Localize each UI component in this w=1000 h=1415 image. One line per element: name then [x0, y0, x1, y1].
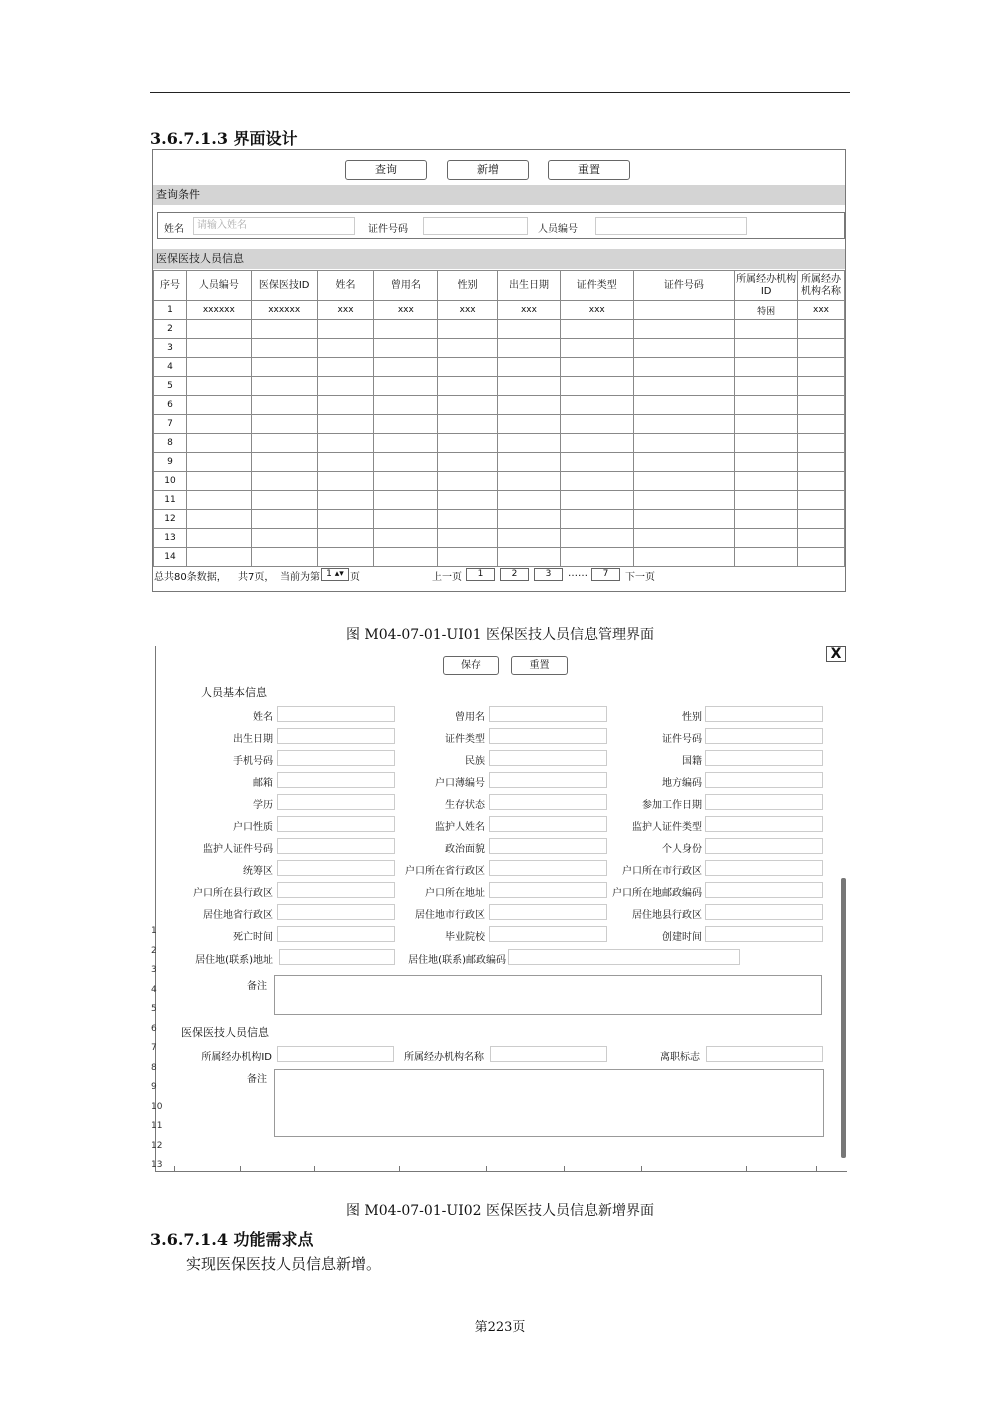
background-row-number: 13	[151, 1160, 163, 1170]
table-cell	[186, 320, 251, 339]
page-2-button[interactable]: 2	[500, 568, 529, 581]
table-cell	[186, 529, 251, 548]
current-page-select[interactable]: 1 ▴▾	[321, 568, 349, 581]
table-cell	[560, 491, 633, 510]
table-cell	[498, 415, 561, 434]
column-header: 出生日期	[498, 271, 561, 301]
table-cell: xxx	[798, 301, 845, 320]
section-heading-func: 3.6.7.1.4 功能需求点	[150, 1230, 314, 1249]
table-cell	[498, 358, 561, 377]
pagination	[153, 565, 845, 585]
column-header: 证件类型	[560, 271, 633, 301]
remark2-textarea[interactable]	[274, 1069, 824, 1137]
table-cell	[251, 472, 317, 491]
table-cell	[798, 377, 845, 396]
table-cell	[251, 320, 317, 339]
table-row[interactable]	[154, 529, 845, 548]
table-cell	[560, 529, 633, 548]
table-cell: 14	[154, 548, 187, 567]
page-number: 第223页	[474, 1320, 526, 1335]
table-cell	[438, 358, 498, 377]
table-cell: xxx	[438, 301, 498, 320]
field-label: 监护人证件号码	[203, 844, 273, 855]
field-label: 统筹区	[243, 866, 273, 877]
current-page-label: 当前为第	[280, 572, 320, 583]
table-cell	[317, 472, 374, 491]
id-number-label: 证件号码	[368, 224, 408, 235]
next-page-link[interactable]: 下一页	[625, 572, 655, 583]
table-cell	[798, 510, 845, 529]
table-cell	[735, 491, 798, 510]
table-cell	[251, 434, 317, 453]
table-cell	[317, 396, 374, 415]
staff-number-label: 人员编号	[538, 224, 578, 235]
table-cell	[498, 339, 561, 358]
table-cell	[798, 472, 845, 491]
table-cell: 10	[154, 472, 187, 491]
table-cell	[186, 491, 251, 510]
field-label: 民族	[465, 756, 485, 767]
table-cell	[186, 453, 251, 472]
query-conditions-bar: 查询条件	[153, 185, 845, 205]
background-row-number: 12	[151, 1140, 163, 1151]
table-cell	[560, 339, 633, 358]
table-cell	[798, 529, 845, 548]
field-input[interactable]	[705, 860, 823, 876]
save-button[interactable]: 保存	[443, 656, 499, 675]
field-label: 死亡时间	[233, 932, 273, 943]
table-cell	[633, 510, 735, 529]
table-cell	[317, 491, 374, 510]
field-label: 证件号码	[662, 734, 702, 745]
table-cell	[633, 548, 735, 567]
background-row-number: 4	[151, 984, 157, 995]
table-row[interactable]	[154, 415, 845, 434]
field-label: 户口所在市行政区	[622, 866, 702, 877]
table-cell	[498, 510, 561, 529]
table-cell	[798, 434, 845, 453]
leave-flag-input[interactable]	[706, 1046, 823, 1062]
caption-ui02: 图 M04-07-01-UI02 医保医技人员信息新增界面	[345, 1203, 654, 1219]
field-input[interactable]	[705, 750, 823, 766]
table-cell	[560, 358, 633, 377]
background-row-number: 8	[151, 1062, 157, 1073]
table-cell	[438, 415, 498, 434]
table-row[interactable]	[154, 453, 845, 472]
field-label: 邮箱	[253, 778, 273, 789]
table-cell	[438, 434, 498, 453]
table-cell	[374, 415, 438, 434]
field-input[interactable]	[705, 794, 823, 810]
table-cell: xxxxxx	[186, 301, 251, 320]
table-cell	[560, 434, 633, 453]
query-conditions-panel	[157, 212, 845, 239]
table-cell	[186, 434, 251, 453]
table-cell	[317, 529, 374, 548]
field-label: 证件类型	[445, 734, 485, 745]
field-label: 毕业院校	[445, 932, 485, 943]
background-row-number: 9	[151, 1082, 157, 1092]
background-row-number: 6	[151, 1023, 157, 1034]
table-cell	[186, 377, 251, 396]
table-cell: 8	[154, 434, 187, 453]
table-cell: 6	[154, 396, 187, 415]
table-cell	[317, 377, 374, 396]
table-cell	[438, 377, 498, 396]
table-cell	[438, 396, 498, 415]
field-label: 性别	[682, 712, 702, 723]
table-cell	[560, 453, 633, 472]
table-cell	[374, 377, 438, 396]
table-cell	[374, 358, 438, 377]
table-row[interactable]	[154, 358, 845, 377]
table-cell	[735, 377, 798, 396]
name-label: 姓名	[164, 224, 184, 235]
background-row-number: 10	[151, 1101, 163, 1112]
table-cell	[560, 377, 633, 396]
remark2-label: 备注	[247, 1074, 267, 1085]
header-rule	[150, 92, 850, 93]
table-cell	[317, 510, 374, 529]
field-input[interactable]	[705, 816, 823, 832]
page-1-button[interactable]: 1	[466, 568, 495, 581]
table-cell	[735, 358, 798, 377]
total-pages: 共7页，	[238, 572, 275, 583]
table-cell	[798, 415, 845, 434]
table-cell	[633, 453, 735, 472]
table-cell	[374, 529, 438, 548]
table-cell	[251, 358, 317, 377]
field-label: 政治面貌	[445, 844, 485, 855]
table-cell	[633, 491, 735, 510]
table-cell	[633, 377, 735, 396]
close-icon[interactable]: X	[826, 646, 846, 662]
column-header: 医保医技ID	[251, 271, 317, 301]
table-cell	[186, 339, 251, 358]
background-row-number: 1	[151, 926, 157, 936]
staff-add-screen	[151, 646, 847, 1172]
table-cell	[251, 453, 317, 472]
field-label: 户口所在省行政区	[405, 866, 485, 877]
table-cell: xxx	[498, 301, 561, 320]
table-cell	[186, 396, 251, 415]
table-cell	[633, 396, 735, 415]
table-cell	[633, 529, 735, 548]
field-input[interactable]	[705, 904, 823, 920]
field-label: 户口所在地址	[425, 888, 485, 899]
table-cell	[251, 339, 317, 358]
column-header: 性别	[438, 271, 498, 301]
page-3-button[interactable]: 3	[534, 568, 563, 581]
staff-number-input[interactable]	[595, 217, 747, 235]
column-header: 所属经办机构ID	[735, 271, 798, 301]
staff-table	[153, 270, 845, 567]
table-cell	[498, 491, 561, 510]
table-cell	[633, 472, 735, 491]
table-cell: 9	[154, 453, 187, 472]
current-page-value: 1	[326, 569, 332, 579]
table-cell: xxx	[560, 301, 633, 320]
field-label: 地方编码	[662, 778, 702, 789]
column-header: 所属经办机构名称	[798, 271, 845, 301]
table-cell: 12	[154, 510, 187, 529]
table-row[interactable]	[154, 491, 845, 510]
table-row[interactable]	[154, 301, 845, 320]
residence-zip-label: 居住地(联系)邮政编码	[408, 955, 506, 966]
name-input[interactable]: 请输入姓名	[193, 217, 355, 235]
field-label: 户口薄编号	[435, 778, 485, 789]
field-input[interactable]	[705, 706, 823, 722]
table-cell	[317, 453, 374, 472]
table-cell	[560, 472, 633, 491]
table-cell	[498, 529, 561, 548]
staff-management-screen	[152, 149, 846, 592]
table-cell: 7	[154, 415, 187, 434]
background-row-number: 5	[151, 1004, 157, 1014]
table-cell: 2	[154, 320, 187, 339]
table-cell	[317, 548, 374, 567]
table-row[interactable]	[154, 434, 845, 453]
field-label: 个人身份	[662, 844, 702, 855]
field-input[interactable]	[705, 838, 823, 854]
table-cell	[735, 453, 798, 472]
table-cell	[438, 491, 498, 510]
table-cell	[798, 339, 845, 358]
table-cell	[438, 510, 498, 529]
table-row[interactable]	[154, 320, 845, 339]
field-label: 居住地省行政区	[203, 910, 273, 921]
table-cell	[374, 453, 438, 472]
residence-zip-input[interactable]	[508, 949, 740, 965]
reset-button[interactable]: 重置	[511, 656, 568, 675]
background-row-number: 7	[151, 1043, 157, 1053]
field-label: 户口所在地邮政编码	[612, 888, 702, 899]
table-cell	[374, 396, 438, 415]
prev-page-link[interactable]: 上一页	[432, 572, 462, 583]
table-cell	[633, 301, 735, 320]
table-cell	[560, 320, 633, 339]
table-row[interactable]	[154, 510, 845, 529]
table-cell	[560, 548, 633, 567]
table-cell: 5	[154, 377, 187, 396]
table-cell: 3	[154, 339, 187, 358]
table-cell	[735, 472, 798, 491]
table-cell: xxx	[374, 301, 438, 320]
table-cell: 11	[154, 491, 187, 510]
table-cell	[251, 510, 317, 529]
table-cell	[438, 548, 498, 567]
column-header: 曾用名	[374, 271, 438, 301]
background-row-number: 2	[151, 945, 157, 956]
field-label: 曾用名	[455, 712, 485, 723]
staff-info-section-title: 医保医技人员信息	[181, 1026, 269, 1039]
page-suffix: 页	[350, 572, 360, 583]
table-row[interactable]	[154, 472, 845, 491]
table-cell	[633, 434, 735, 453]
table-row[interactable]	[154, 377, 845, 396]
table-cell	[251, 415, 317, 434]
table-cell: 1	[154, 301, 187, 320]
table-cell	[633, 339, 735, 358]
table-cell	[498, 434, 561, 453]
table-cell	[186, 472, 251, 491]
field-label: 户口所在县行政区	[193, 888, 273, 899]
column-header: 证件号码	[633, 271, 735, 301]
field-input[interactable]	[705, 882, 823, 898]
total-count: 总共80条数据，	[154, 572, 227, 583]
table-cell: 特困	[735, 301, 798, 320]
table-cell	[317, 434, 374, 453]
table-cell	[798, 320, 845, 339]
table-cell	[798, 453, 845, 472]
table-cell	[798, 396, 845, 415]
table-cell	[735, 396, 798, 415]
table-cell	[633, 415, 735, 434]
table-cell	[735, 548, 798, 567]
table-cell	[735, 339, 798, 358]
field-input[interactable]	[705, 926, 823, 942]
table-cell	[735, 510, 798, 529]
field-label: 参加工作日期	[642, 800, 702, 811]
add-button[interactable]: 新增	[447, 160, 529, 180]
table-cell	[317, 339, 374, 358]
table-cell	[633, 320, 735, 339]
table-cell	[374, 320, 438, 339]
table-cell	[438, 453, 498, 472]
field-label: 居住地县行政区	[632, 910, 702, 921]
field-label: 居住地市行政区	[415, 910, 485, 921]
field-input[interactable]	[705, 772, 823, 788]
field-label: 手机号码	[233, 756, 273, 767]
field-label: 出生日期	[233, 734, 273, 745]
background-row-number: 3	[151, 965, 157, 975]
column-header: 人员编号	[186, 271, 251, 301]
reset-button[interactable]: 重置	[548, 160, 630, 180]
table-cell	[498, 472, 561, 491]
table-cell	[735, 415, 798, 434]
table-cell	[251, 548, 317, 567]
table-cell	[374, 472, 438, 491]
table-cell	[560, 510, 633, 529]
table-cell	[498, 320, 561, 339]
table-row[interactable]	[154, 339, 845, 358]
table-cell	[438, 339, 498, 358]
table-cell: xxxxxx	[251, 301, 317, 320]
table-cell	[498, 548, 561, 567]
background-row-number: 11	[151, 1121, 163, 1131]
staff-info-bar: 医保医技人员信息	[153, 249, 845, 269]
table-cell	[438, 472, 498, 491]
column-header: 序号	[154, 271, 187, 301]
table-cell	[498, 396, 561, 415]
table-cell	[438, 320, 498, 339]
id-number-input[interactable]	[423, 217, 528, 235]
table-row[interactable]	[154, 396, 845, 415]
basic-info-section-title: 人员基本信息	[201, 686, 267, 699]
remark-textarea[interactable]	[274, 975, 822, 1015]
table-cell	[498, 453, 561, 472]
pager-ellipsis: ……	[568, 568, 588, 579]
table-cell	[374, 548, 438, 567]
table-cell	[374, 434, 438, 453]
table-cell	[317, 415, 374, 434]
function-description: 实现医保医技人员信息新增。	[186, 1255, 382, 1273]
table-cell	[798, 548, 845, 567]
table-cell	[374, 339, 438, 358]
field-label: 姓名	[253, 712, 273, 723]
residence-address-label: 居住地(联系)地址	[195, 955, 273, 966]
field-label: 学历	[253, 800, 273, 811]
page-7-button[interactable]: 7	[591, 568, 620, 581]
table-cell: 4	[154, 358, 187, 377]
table-cell	[498, 377, 561, 396]
leave-flag-label: 离职标志	[660, 1052, 700, 1063]
field-label: 户口性质	[233, 822, 273, 833]
org-name-label: 所属经办机构名称	[404, 1052, 484, 1063]
table-cell	[317, 358, 374, 377]
table-cell	[560, 396, 633, 415]
vertical-scrollbar[interactable]	[841, 878, 846, 1158]
table-cell	[374, 510, 438, 529]
table-cell	[798, 358, 845, 377]
table-cell	[735, 434, 798, 453]
caption-ui01: 图 M04-07-01-UI01 医保医技人员信息管理界面	[345, 627, 654, 643]
query-button[interactable]: 查询	[345, 160, 427, 180]
table-cell	[735, 529, 798, 548]
table-cell	[186, 510, 251, 529]
field-label: 监护人姓名	[435, 822, 485, 833]
table-cell	[251, 529, 317, 548]
field-label: 生存状态	[445, 800, 485, 811]
table-cell	[251, 377, 317, 396]
table-cell	[186, 548, 251, 567]
table-cell: xxx	[317, 301, 374, 320]
table-cell	[438, 529, 498, 548]
table-cell	[560, 415, 633, 434]
section-heading-ui: 3.6.7.1.3 界面设计	[150, 129, 298, 148]
table-cell	[798, 491, 845, 510]
table-cell	[317, 320, 374, 339]
table-cell: 13	[154, 529, 187, 548]
table-row[interactable]	[154, 548, 845, 567]
remark-label: 备注	[247, 981, 267, 992]
field-label: 监护人证件类型	[632, 822, 702, 833]
column-header: 姓名	[317, 271, 374, 301]
field-input[interactable]	[705, 728, 823, 744]
org-id-label: 所属经办机构ID	[201, 1052, 272, 1063]
table-cell	[186, 415, 251, 434]
table-cell	[374, 491, 438, 510]
table-cell	[251, 491, 317, 510]
field-label: 创建时间	[662, 932, 702, 943]
table-cell	[633, 358, 735, 377]
table-cell	[735, 320, 798, 339]
field-label: 国籍	[682, 756, 702, 767]
table-cell	[251, 396, 317, 415]
table-cell	[186, 358, 251, 377]
